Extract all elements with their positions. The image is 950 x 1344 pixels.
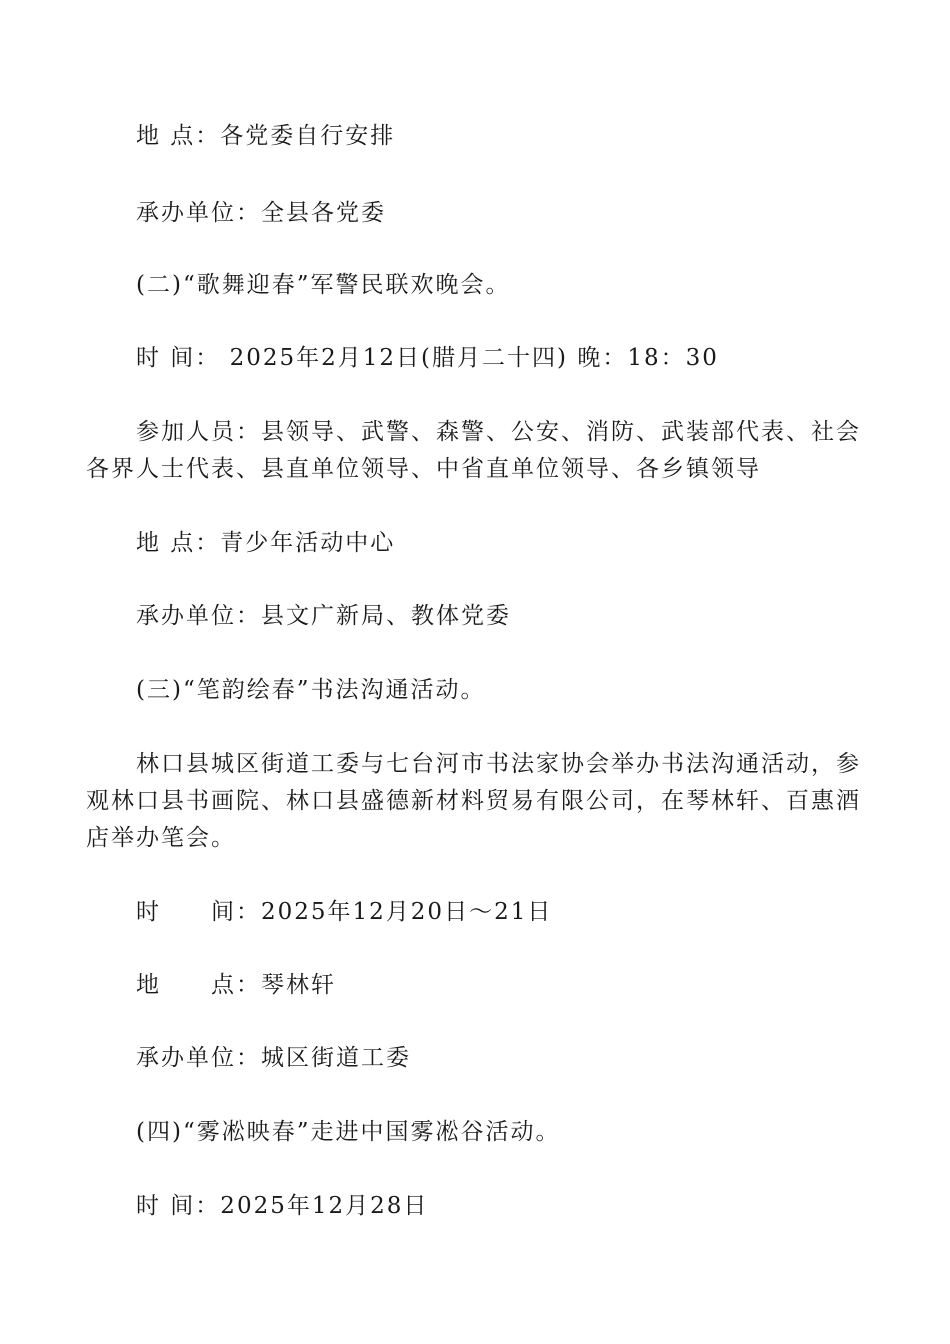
location-line: 地 点：琴林轩: [136, 972, 336, 998]
section-heading: (三)“笔韵绘春”书法沟通活动。: [136, 677, 486, 703]
activity-description-paragraph: 林口县城区街道工委与七台河市书法家协会举办书法沟通活动，参观林口县书画院、林口县盛德新材料贸易有限公司，在琴林轩、百惠酒店举办笔会。: [86, 751, 861, 851]
participants-paragraph: 参加人员：县领导、武警、森警、公安、消防、武装部代表、社会各界人士代表、县直单位领导、中省直单位领导、各乡镇领导: [86, 419, 861, 482]
organizer-line: 承办单位：全县各党委: [136, 200, 386, 226]
location-line: 地 点：各党委自行安排: [136, 123, 396, 149]
time-line: 时 间： 2025年2月12日(腊月二十四) 晚：18：30: [136, 345, 719, 371]
organizer-line: 承办单位：城区街道工委: [136, 1045, 411, 1071]
time-line: 时 间：2025年12月20日～21日: [136, 899, 553, 925]
section-heading: (二)“歌舞迎春”军警民联欢晚会。: [136, 272, 511, 298]
location-line: 地 点：青少年活动中心: [136, 530, 396, 556]
section-heading: (四)“雾凇映春”走进中国雾凇谷活动。: [136, 1119, 561, 1145]
time-line: 时 间：2025年12月28日: [136, 1193, 429, 1219]
organizer-line: 承办单位：县文广新局、教体党委: [136, 603, 511, 629]
